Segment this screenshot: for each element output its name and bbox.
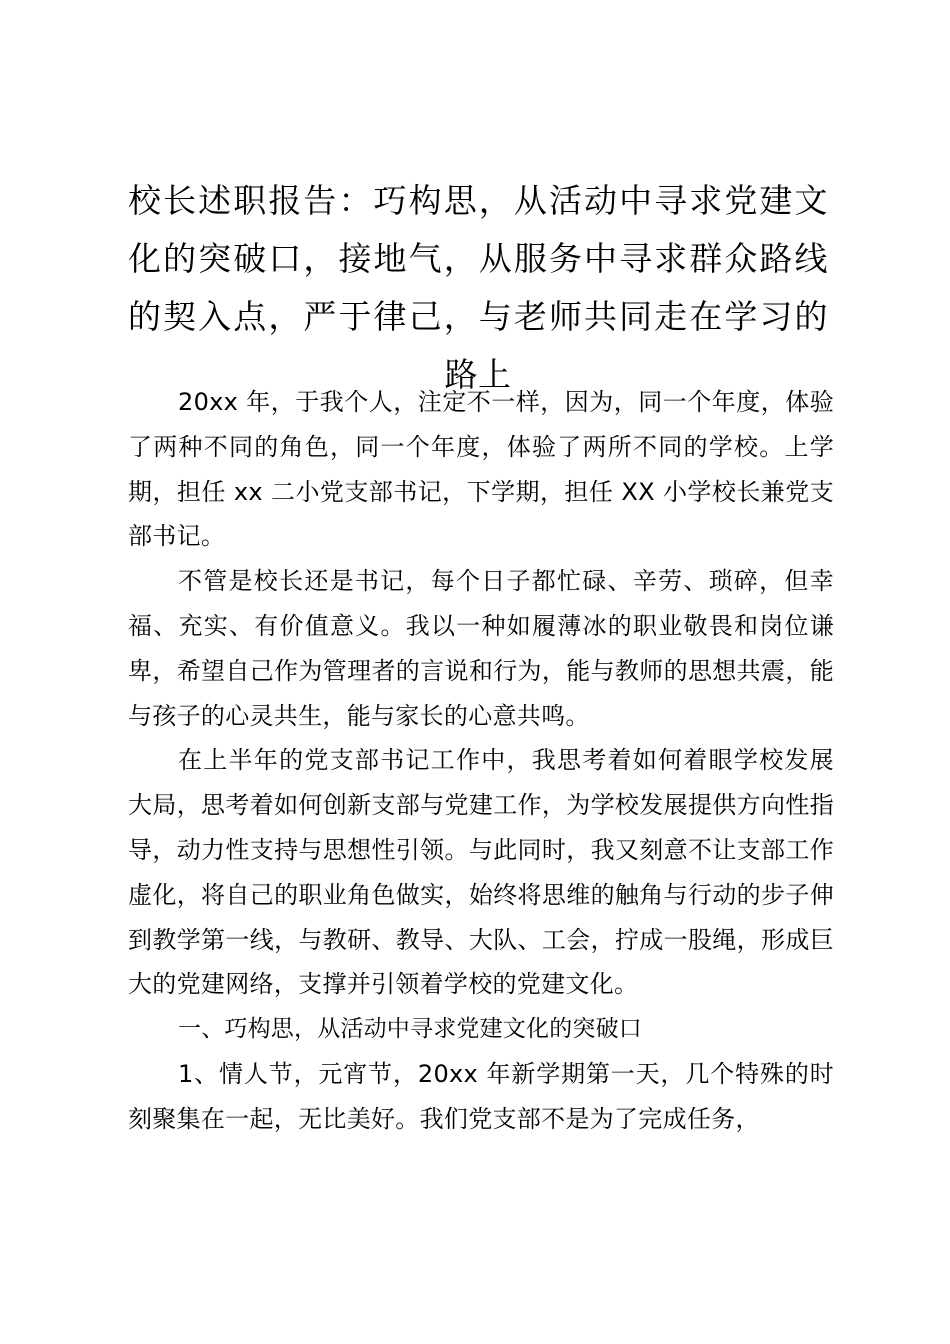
paragraph-activity: 1、情人节，元宵节，20xx 年新学期第一天，几个特殊的时刻聚集在一起，无比美好。我们党支部不是为了完成任务， [128,1059,834,1133]
document-body [128,380,834,1142]
document-title: 校长述职报告：巧构思，从活动中寻求党建文化的突破口，接地气，从服务中寻求群众路线的契入点，严于律己，与老师共同走在学习的路上 [128,181,828,394]
section-heading: 一、巧构思，从活动中寻求党建文化的突破口 [178,1016,642,1043]
paragraph-intro: 20xx 年，于我个人，注定不一样，因为，同一个年度，体验了两种不同的角色，同一个年度，体验了两所不同的学校。上学期，担任 xx 二小党支部书记，下学期，担任 XX 小学校长兼党支部书记。 [128,388,834,551]
paragraph-party-work: 在上半年的党支部书记工作中，我思考着如何着眼学校发展大局，思考着如何创新支部与党建工作，为学校发展提供方向性指导，动力性支持与思想性引领。与此同时，我又刻意不让支部工作虚化，将自己的职业角色做实，始终将思维的触角与行动的步子伸到教学第一线，与教研、教导、大队、工会，拧成一股绳，形成巨大的党建网络，支撑并引领着学校的党建文化。 [128,746,834,999]
paragraph-role: 不管是校长还是书记，每个日子都忙碌、辛劳、琐碎，但幸福、充实、有价值意义。我以一种如履薄冰的职业敬畏和岗位谦卑，希望自己作为管理者的言说和行为，能与教师的思想共震，能与孩子的心灵共生，能与家长的心意共鸣。 [128,567,834,730]
